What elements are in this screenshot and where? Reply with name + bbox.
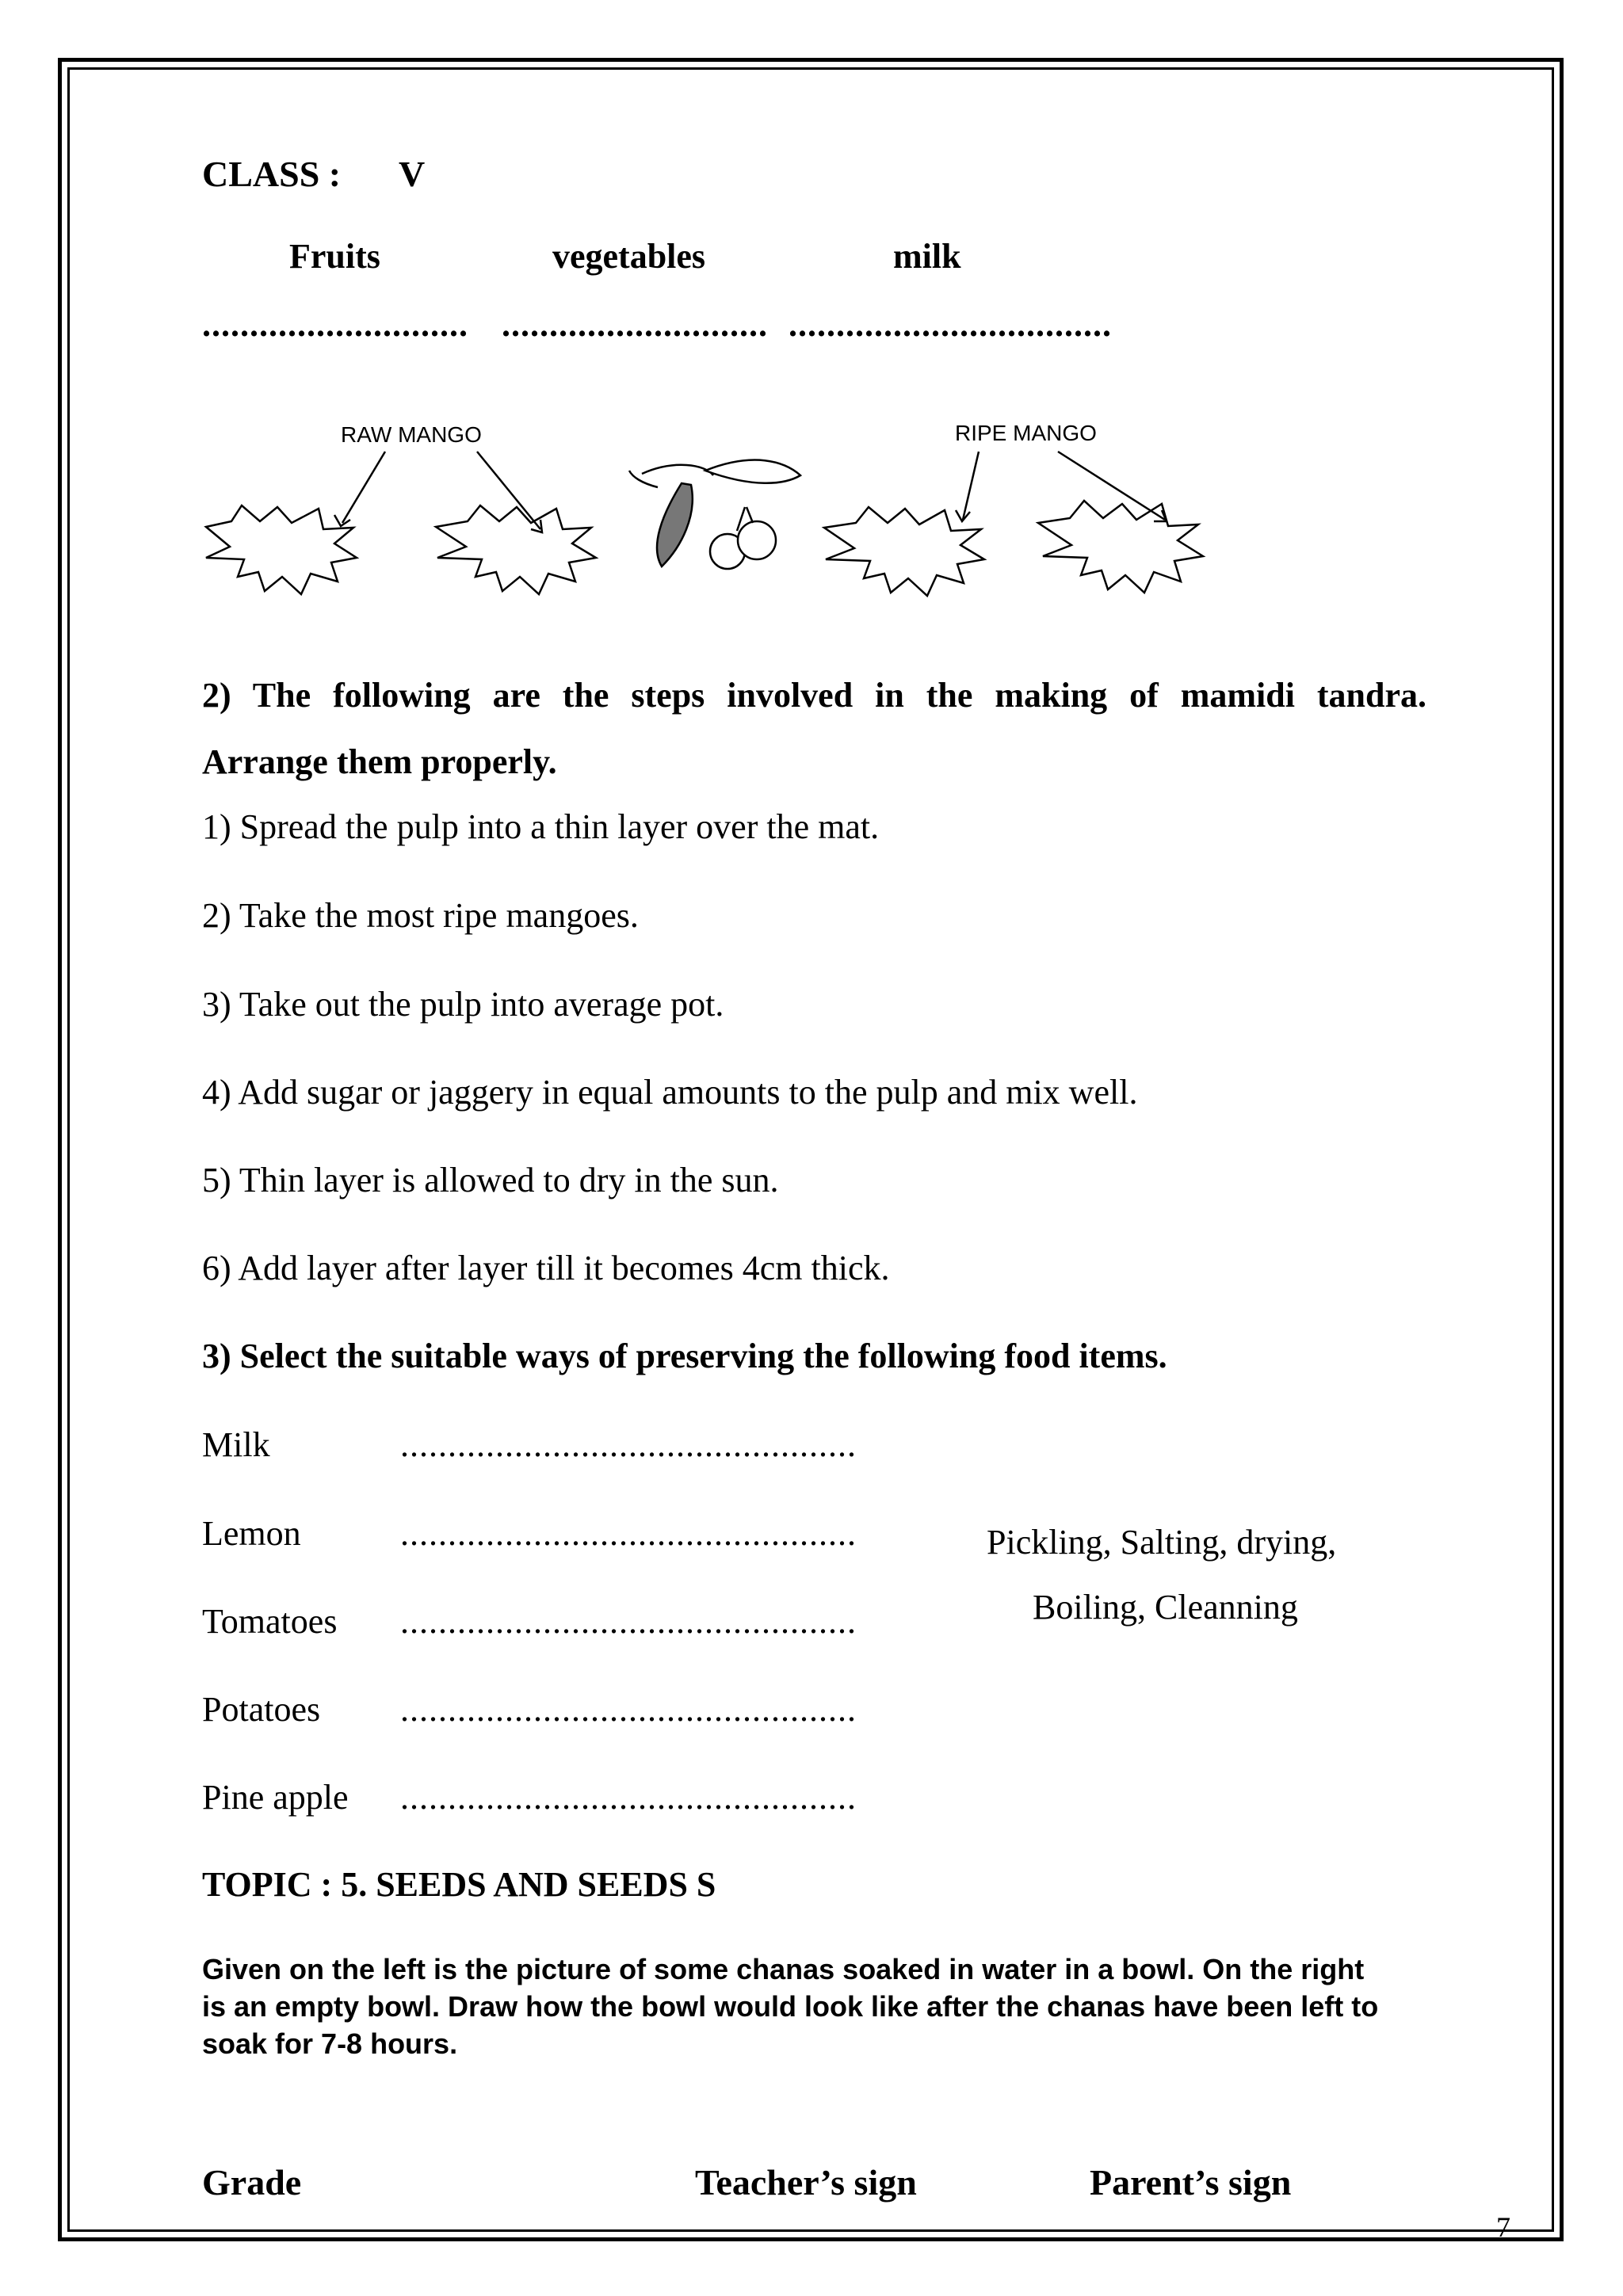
topic-instruction-line3: soak for 7-8 hours.: [202, 2027, 458, 2060]
ripe-mango-label: RIPE MANGO: [955, 421, 1097, 445]
item-potatoes: Potatoes: [202, 1690, 321, 1729]
step-5: 5) Thin layer is allowed to dry in the sun.: [202, 1161, 779, 1199]
topic-title: TOPIC : 5. SEEDS AND SEEDS S: [202, 1865, 716, 1904]
item-pine-apple: Pine apple: [202, 1778, 349, 1817]
step-3: 3) Take out the pulp into average pot.: [202, 985, 724, 1024]
class-value: V: [399, 154, 426, 194]
item-tomatoes: Tomatoes: [202, 1602, 338, 1641]
fruits-blank: ............................: [202, 305, 468, 344]
mango-branch-icon: [629, 460, 800, 569]
category-vegetables: vegetables: [552, 237, 706, 276]
question3-title: 3) Select the suitable ways of preserving the following food items.: [202, 1337, 1167, 1375]
grade-label: Grade: [202, 2162, 302, 2203]
ripe-arrow-1: [963, 452, 979, 520]
category-milk: milk: [893, 237, 961, 276]
ripe-mango-outline-2: [1038, 501, 1203, 593]
milk-answer-blank: ................................................: [400, 1425, 857, 1464]
raw-mango-label: RAW MANGO: [341, 422, 482, 447]
item-milk: Milk: [202, 1425, 270, 1464]
topic-instruction-line1: Given on the left is the picture of some chanas soaked in water in a bowl. On the right: [202, 1953, 1365, 1985]
tomatoes-answer-blank: ................................................: [400, 1602, 857, 1641]
raw-arrow-1: [342, 452, 385, 523]
step-6: 6) Add layer after layer till it becomes 4cm thick.: [202, 1249, 890, 1287]
options-line2: Boiling, Cleanning: [1033, 1588, 1298, 1627]
lemon-answer-blank: ................................................: [400, 1514, 857, 1553]
options-line1: Pickling, Salting, drying,: [987, 1523, 1337, 1562]
category-fruits: Fruits: [289, 237, 380, 276]
raw-arrow-2: [477, 452, 540, 529]
pine-apple-answer-blank: ................................................: [400, 1778, 857, 1817]
raw-mango-outline-1: [206, 505, 357, 594]
mango-figure: [198, 388, 1252, 606]
parent-sign-label: Parent’s sign: [1090, 2162, 1292, 2203]
ripe-arrow-2: [1058, 452, 1165, 520]
page-number: 7: [1496, 2211, 1510, 2243]
question2-line2: Arrange them properly.: [202, 742, 557, 781]
vegetables-blank: ............................: [502, 305, 768, 344]
question2-line1: 2) The following are the steps involved in the making of mamidi tandra.: [202, 676, 1426, 715]
milk-blank: ..................................: [789, 305, 1112, 344]
item-lemon: Lemon: [202, 1514, 301, 1553]
ripe-mango-outline-1: [824, 507, 984, 596]
step-1: 1) Spread the pulp into a thin layer over the mat.: [202, 807, 880, 846]
step-4: 4) Add sugar or jaggery in equal amounts to the pulp and mix well.: [202, 1073, 1138, 1112]
topic-instruction-line2: is an empty bowl. Draw how the bowl would look like after the chanas have been left to: [202, 1990, 1379, 2023]
potatoes-answer-blank: ................................................: [400, 1690, 857, 1729]
class-label: CLASS :: [202, 154, 342, 194]
raw-mango-outline-2: [436, 505, 596, 594]
teacher-sign-label: Teacher’s sign: [695, 2162, 917, 2203]
step-2: 2) Take the most ripe mangoes.: [202, 896, 639, 935]
